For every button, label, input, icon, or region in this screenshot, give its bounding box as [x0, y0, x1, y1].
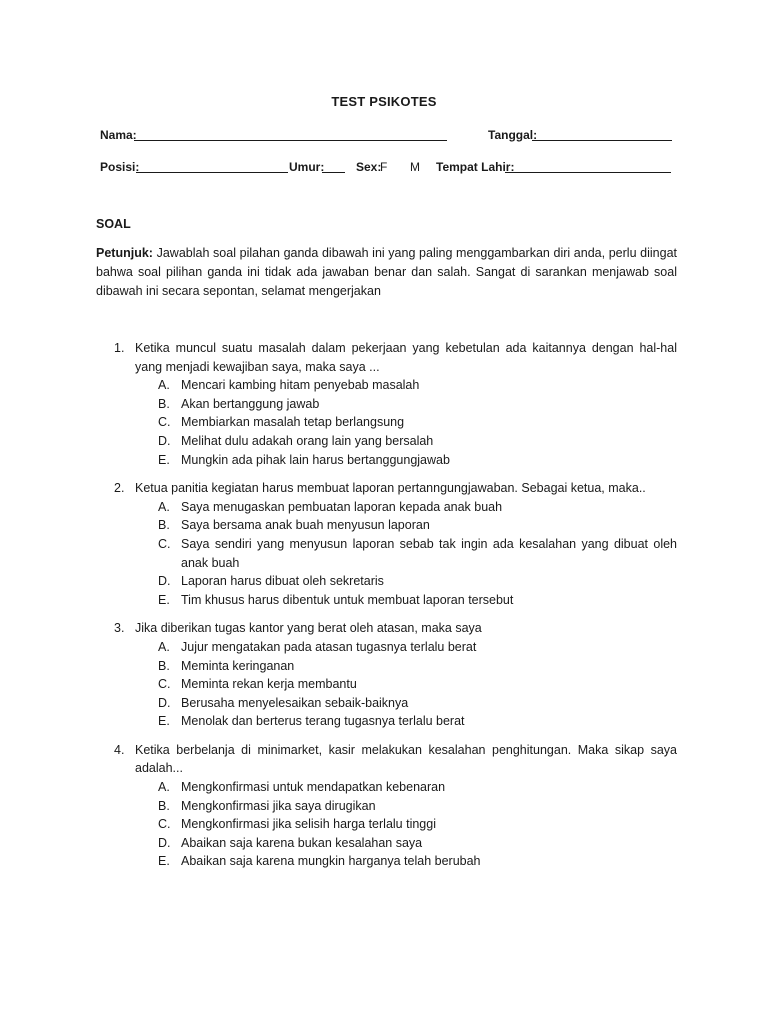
option-text: Laporan harus dibuat oleh sekretaris [181, 574, 384, 589]
option-1b[interactable] [96, 395, 677, 414]
question-number: 3. [114, 621, 125, 636]
option-letter: D. [158, 574, 171, 589]
option-text: Meminta keringanan [181, 658, 295, 673]
option-text: Akan bertanggung jawab [181, 396, 320, 411]
option-1a[interactable] [96, 376, 677, 395]
option-letter: D. [158, 433, 171, 448]
page-title: TEST PSIKOTES [331, 94, 437, 109]
option-text: Saya bersama anak buah menyusun laporan [181, 518, 430, 533]
option-letter: E. [158, 452, 170, 467]
option-2d[interactable] [96, 572, 677, 591]
question-text: Ketika muncul suatu masalah dalam pekerjaan yang kebetulan ada kaitannya dengan hal-hal yang menjadi kewajiban saya, maka saya ... [135, 341, 677, 374]
instructions-label: Petunjuk: [96, 246, 153, 260]
soal-heading: SOAL [96, 217, 131, 231]
option-list [96, 376, 677, 469]
option-letter: A. [158, 499, 170, 514]
option-text: Jujur mengatakan pada atasan tugasnya terlalu berat [181, 639, 477, 654]
question-number: 1. [114, 341, 125, 355]
option-text: Menolak dan berterus terang tugasnya terlalu berat [181, 714, 465, 729]
option-text: Membiarkan masalah tetap berlangsung [181, 415, 405, 430]
instructions-text: Jawablah soal pilahan ganda dibawah ini yang paling menggambarkan diri anda, perlu diingat bahwa soal pilihan ganda ini tidak ada jawaban benar dan salah. Sangat di sarankan menjawab soal dibawah ini secara sepontan, selamat mengerjakan [96, 246, 677, 298]
option-letter: D. [158, 695, 171, 710]
option-text: Mengkonfirmasi untuk mendapatkan kebenaran [181, 780, 446, 795]
option-letter: E. [158, 714, 170, 729]
question-text: Ketua panitia kegiatan harus membuat laporan pertanngungjawaban. Sebagai ketua, maka.. [135, 481, 646, 496]
form-row-posisi [100, 160, 672, 176]
question-number: 2. [114, 481, 125, 496]
option-3c[interactable] [96, 675, 677, 694]
option-letter: D. [158, 835, 171, 850]
sex-option-m[interactable]: M [410, 160, 420, 174]
option-text: Mengkonfirmasi jika saya dirugikan [181, 798, 376, 813]
option-4d[interactable] [96, 834, 677, 853]
option-letter: E. [158, 854, 170, 869]
tempat-lahir-field[interactable] [505, 172, 671, 173]
question-2 [96, 479, 677, 609]
question-3 [96, 619, 677, 731]
option-letter: B. [158, 518, 170, 533]
nama-field[interactable] [134, 140, 447, 141]
question-text: Jika diberikan tugas kantor yang berat oleh atasan, maka saya [135, 621, 482, 636]
question-list [96, 339, 677, 881]
posisi-label: Posisi: [100, 160, 140, 174]
option-text: Abaikan saja karena bukan kesalahan saya [181, 835, 423, 850]
option-text: Saya sendiri yang menyusun laporan sebab tak ingin ada kesalahan yang dibuat oleh anak buah [181, 536, 677, 570]
option-2a[interactable] [96, 498, 677, 517]
option-4b[interactable] [96, 797, 677, 816]
option-1e[interactable] [96, 451, 677, 470]
option-2b[interactable] [96, 516, 677, 535]
option-2e[interactable] [96, 591, 677, 610]
instructions [96, 244, 677, 301]
question-number: 4. [114, 742, 125, 757]
question-text: Ketika berbelanja di minimarket, kasir melakukan kesalahan penghitungan. Maka sikap saya adalah... [135, 742, 677, 776]
option-1d[interactable] [96, 432, 677, 451]
option-letter: B. [158, 798, 170, 813]
option-text: Berusaha menyelesaikan sebaik-baiknya [181, 695, 409, 710]
option-text: Mencari kambing hitam penyebab masalah [181, 378, 420, 393]
option-text: Mungkin ada pihak lain harus bertanggungjawab [181, 452, 450, 467]
option-3e[interactable] [96, 712, 677, 731]
tanggal-field[interactable] [532, 140, 672, 141]
option-3a[interactable] [96, 638, 677, 657]
option-text: Meminta rekan kerja membantu [181, 677, 357, 692]
umur-label: Umur: [289, 160, 325, 174]
option-4c[interactable] [96, 815, 677, 834]
tempat-lahir-label: Tempat Lahir: [436, 160, 515, 174]
sex-option-f[interactable]: F [380, 160, 388, 174]
option-letter: A. [158, 378, 170, 393]
sex-label: Sex: [356, 160, 382, 174]
option-list [96, 778, 677, 871]
nama-label: Nama: [100, 128, 137, 142]
option-list [96, 638, 677, 731]
option-text: Saya menugaskan pembuatan laporan kepada anak buah [181, 499, 503, 514]
option-text: Mengkonfirmasi jika selisih harga terlalu tinggi [181, 817, 436, 832]
option-3d[interactable] [96, 694, 677, 713]
option-letter: B. [158, 658, 170, 673]
option-letter: B. [158, 396, 170, 411]
option-text: Tim khusus harus dibentuk untuk membuat laporan tersebut [181, 592, 514, 607]
option-letter: C. [158, 536, 171, 551]
question-4 [96, 741, 677, 871]
option-letter: C. [158, 817, 171, 832]
option-1c[interactable] [96, 413, 677, 432]
question-1 [96, 339, 677, 469]
option-letter: A. [158, 780, 170, 795]
option-letter: A. [158, 639, 170, 654]
option-letter: E. [158, 592, 170, 607]
umur-field[interactable] [322, 172, 345, 173]
option-letter: C. [158, 415, 171, 430]
option-text: Melihat dulu adakah orang lain yang bersalah [181, 433, 434, 448]
option-2c[interactable] [96, 535, 677, 572]
posisi-field[interactable] [136, 172, 288, 173]
form-row-nama-tanggal [100, 128, 672, 144]
option-list [96, 498, 677, 610]
option-4e[interactable] [96, 852, 677, 871]
option-3b[interactable] [96, 657, 677, 676]
tanggal-label: Tanggal: [488, 128, 538, 142]
option-text: Abaikan saja karena mungkin harganya telah berubah [181, 854, 481, 869]
option-4a[interactable] [96, 778, 677, 797]
option-letter: C. [158, 677, 171, 692]
